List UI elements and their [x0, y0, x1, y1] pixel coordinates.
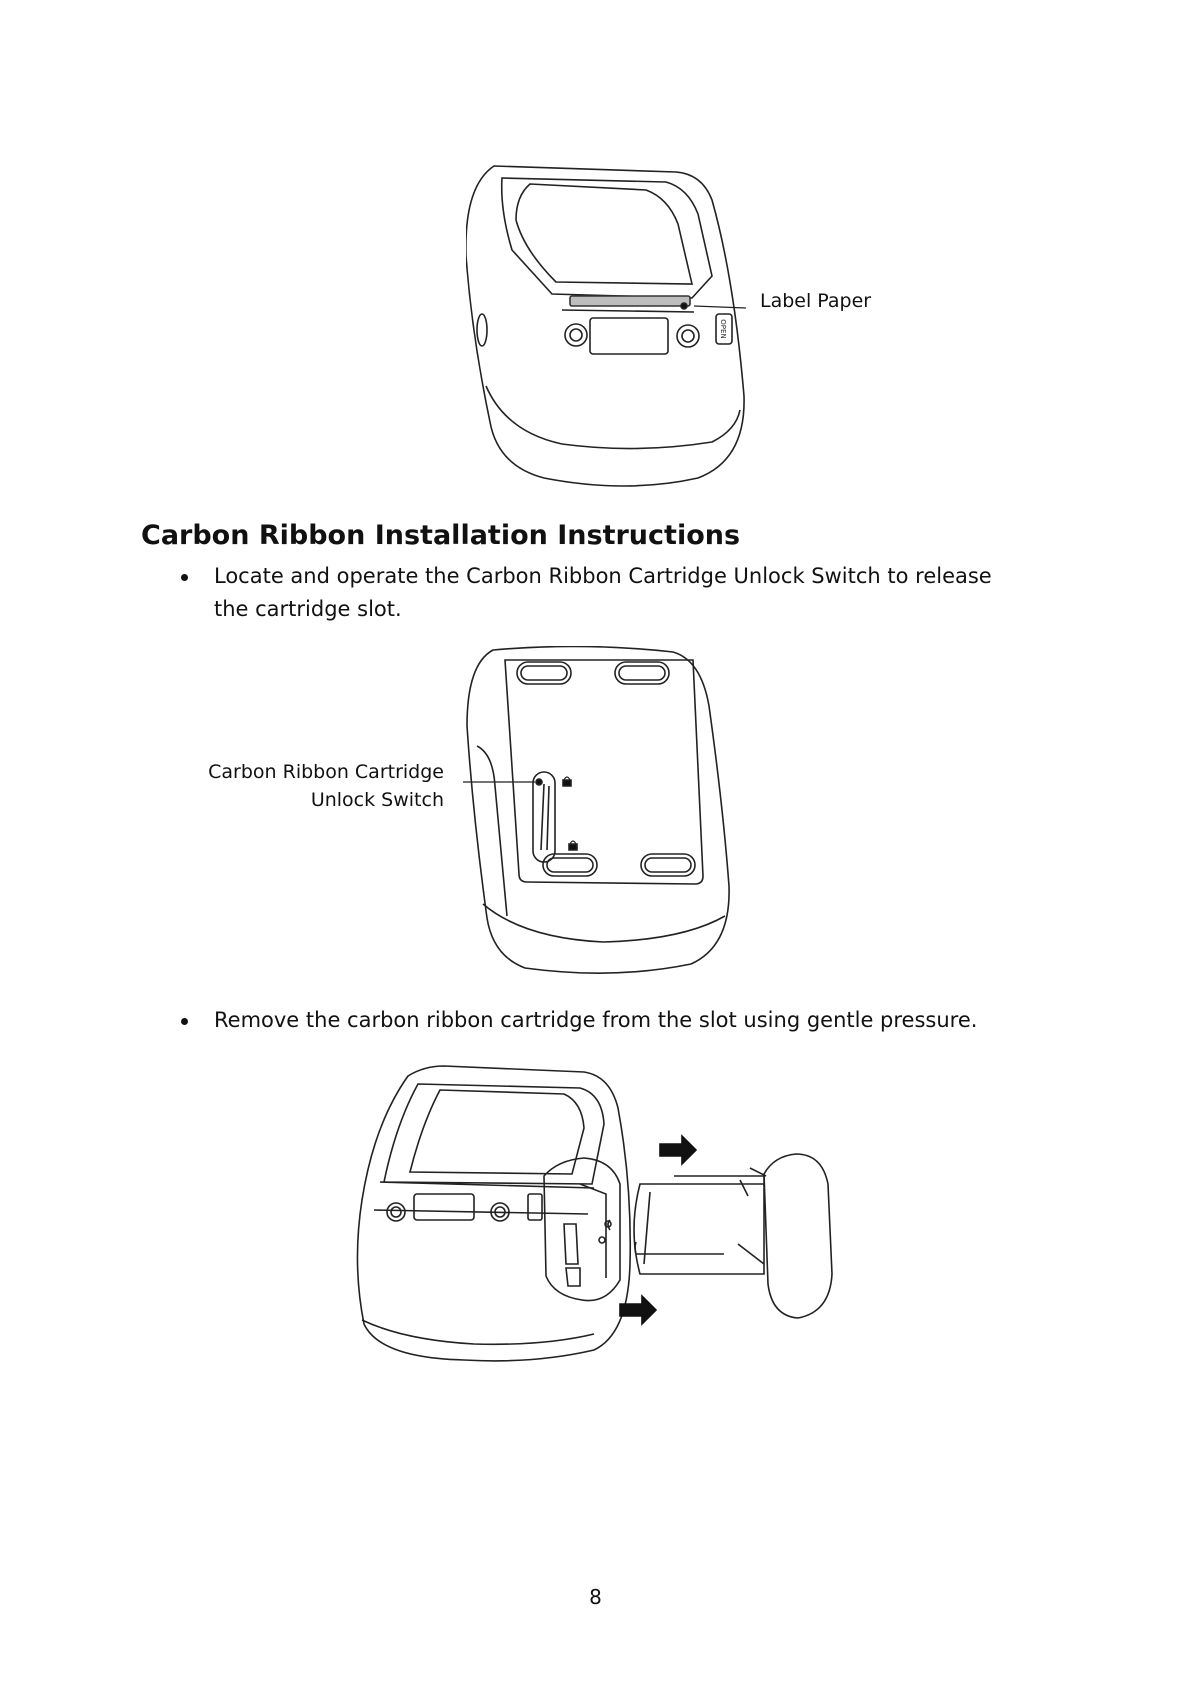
bullet-item-remove-cartridge: [214, 1004, 994, 1037]
cartridge-removal-illustration: [344, 1064, 864, 1364]
page-number: 8: [589, 1585, 602, 1609]
figure-cartridge-removal: [344, 1064, 864, 1364]
printer-top-illustration: [466, 160, 746, 490]
bullet-item-locate-switch: [214, 560, 994, 626]
unlock-switch-callout-line2: Unlock Switch: [310, 789, 444, 811]
bullet-marker: [181, 574, 188, 581]
section-heading: Carbon Ribbon Installation Instructions: [141, 520, 741, 551]
printer-bottom-illustration: [463, 646, 733, 982]
bullet-text: Remove the carbon ribbon cartridge from the slot using gentle pressure.: [214, 1008, 978, 1032]
figure-printer-bottom-unlock-switch: [463, 646, 733, 982]
label-paper-callout: Label Paper: [760, 290, 872, 312]
bullet-text: Locate and operate the Carbon Ribbon Cartridge Unlock Switch to release the cartridge slot.: [214, 564, 992, 621]
unlock-switch-callout-line1: Carbon Ribbon Cartridge: [208, 761, 444, 783]
svg-text:OPEN: OPEN: [719, 319, 727, 339]
bullet-marker: [181, 1018, 188, 1025]
figure-printer-top-label-paper: [466, 160, 746, 490]
unlock-switch-callout: [200, 758, 444, 814]
